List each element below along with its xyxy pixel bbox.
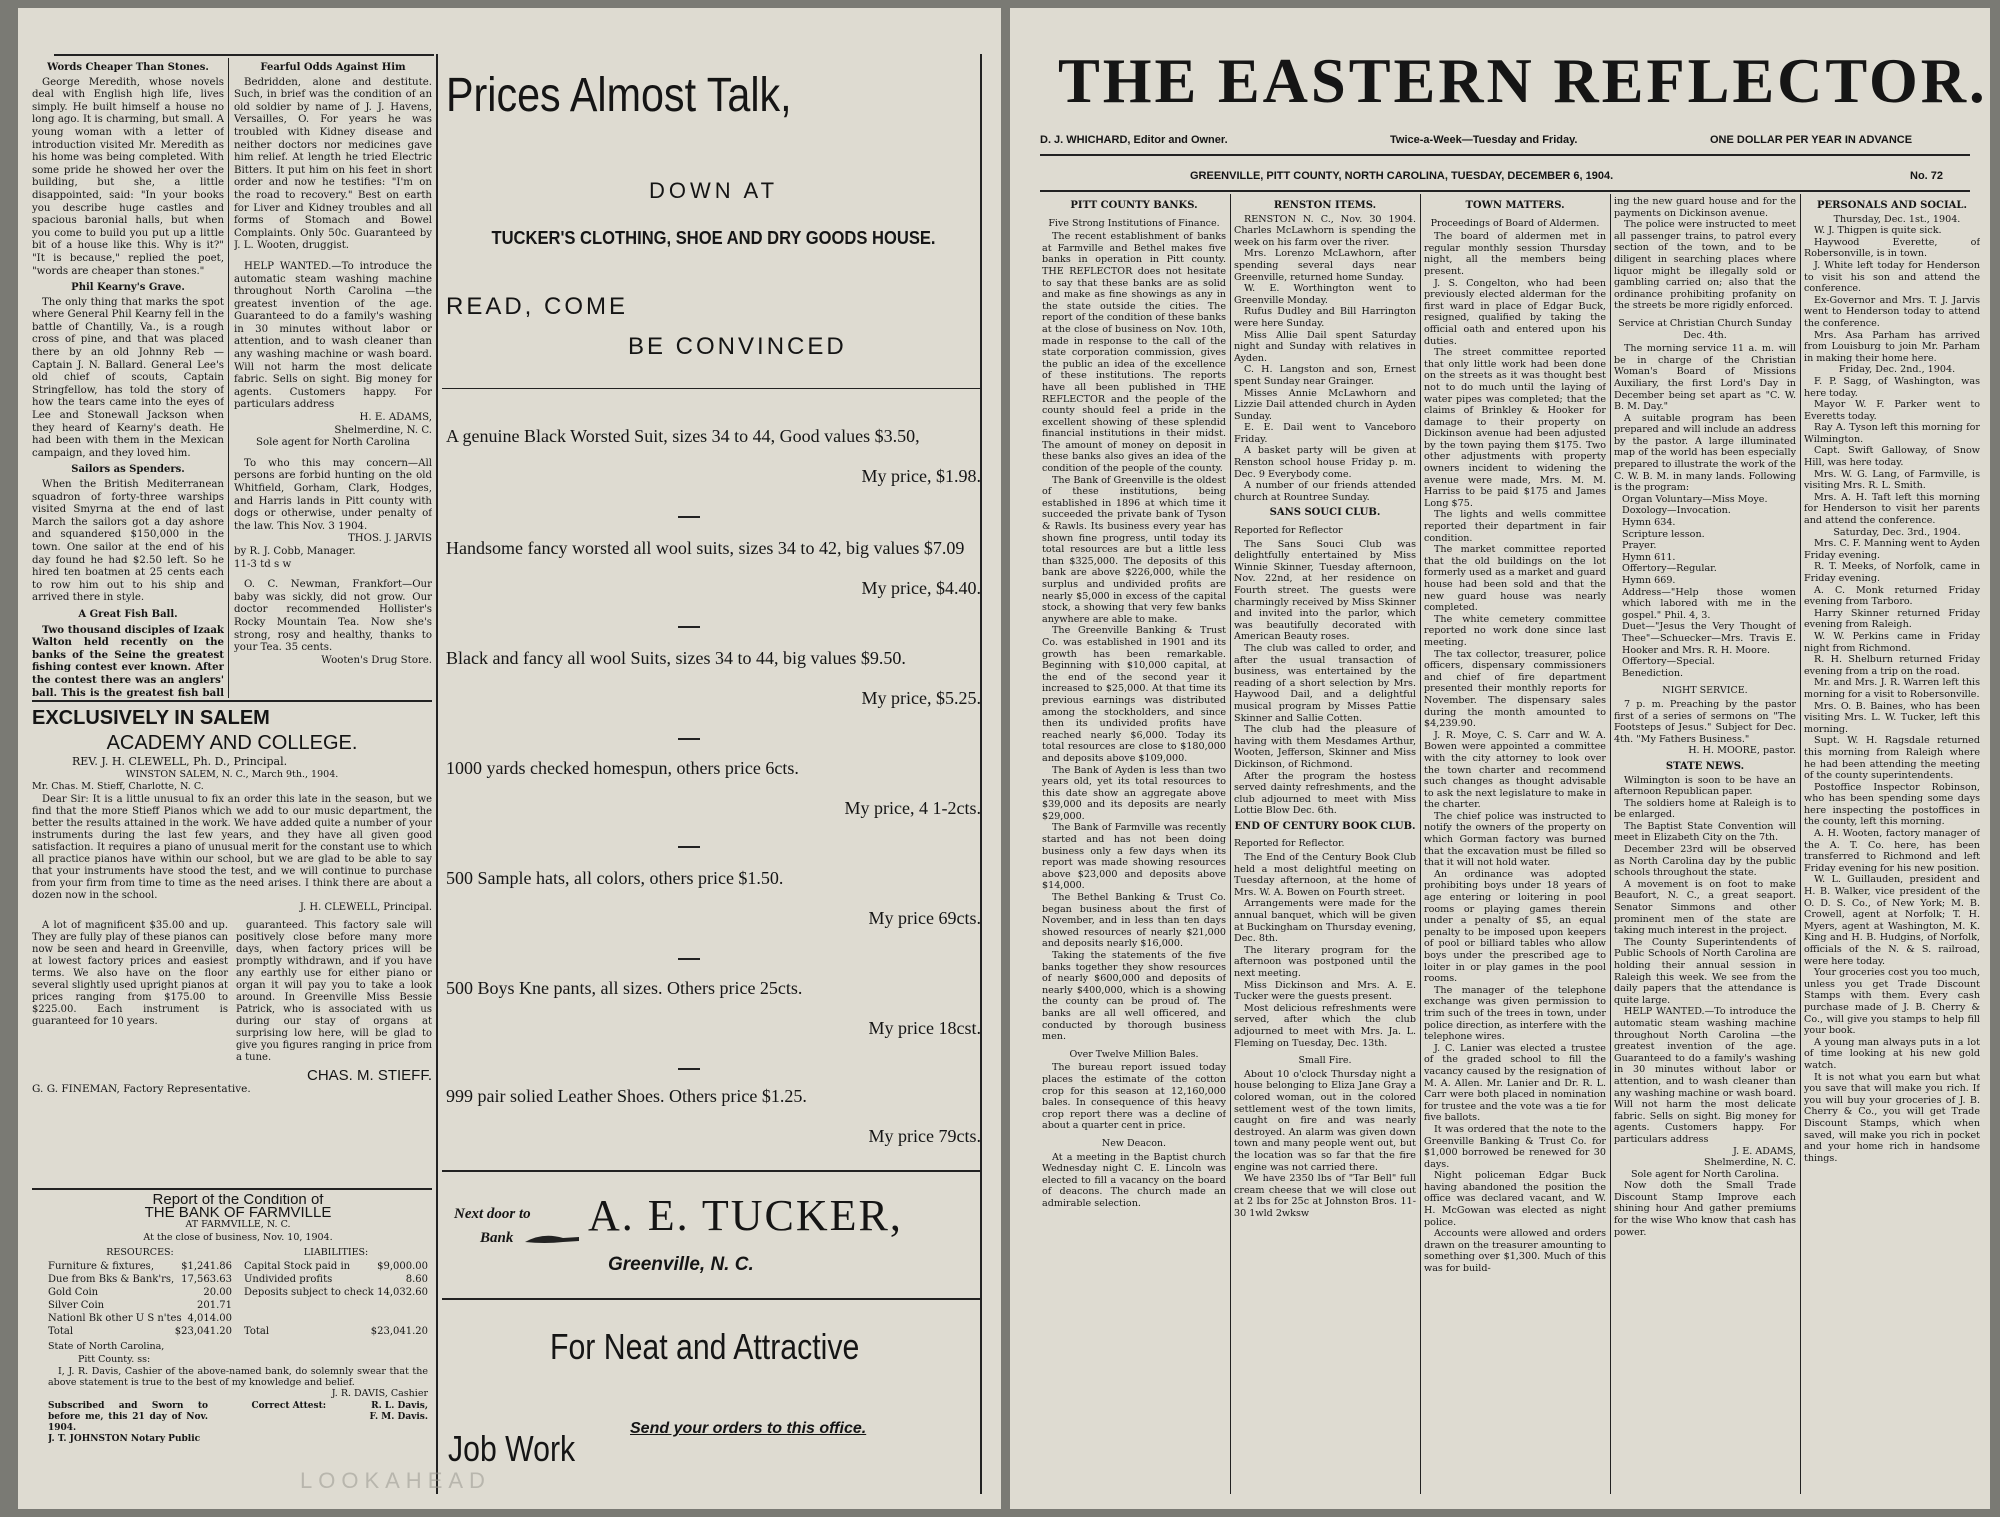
column-rule xyxy=(436,54,438,1494)
personal-item: A. H. Wooten, factory manager of the A. T. Co. here, has been transferred to Richmond and left Friday evening for his new position. xyxy=(1804,828,1980,874)
tucker-read-come: READ, COME xyxy=(446,293,629,320)
personal-item: Mr. and Mrs. J. R. Warren left this morning for a visit to Robersonville. xyxy=(1804,677,1980,700)
story-body: W. E. Worthington went to Greenville Monday. xyxy=(1234,283,1416,306)
right-column-5 xyxy=(1804,196,1980,1496)
story-body: Two thousand disciples of Izaak Walton held recently on the banks of the Seine the greatest fishing contest ever known. After the contest there was an anglers' ball. This is the greatest fish ball xyxy=(32,623,224,698)
story-body: Miss Allie Dail spent Saturday night and Sunday with relatives in Ayden. xyxy=(1234,329,1416,364)
story-body: Wilmington is soon to be have an afternoon Republican paper. xyxy=(1614,774,1796,798)
story-body: Night policeman Edgar Buck having abandoned the position the office was declared vacant, and W. H. McGowan was elected as night police. xyxy=(1424,1170,1606,1228)
table-row: Undivided profits 8.60 xyxy=(244,1273,428,1285)
total-row: Total $23,041.20 xyxy=(48,1325,232,1337)
item-desc: A genuine Black Worsted Suit, sizes 34 to 44, Good values $3.50, xyxy=(446,426,920,446)
item-price: My price, 4 1-2cts. xyxy=(844,798,981,818)
story-body: The County Superintendents of Public Schools of North Carolina are holding their annual session in Raleigh this week. We see from the daily papers that the attendance is quite large. xyxy=(1614,936,1796,1006)
ad-rule xyxy=(442,388,980,389)
item-desc: 1000 yards checked homespun, others price 6cts. xyxy=(446,758,799,778)
tucker-be-convinced: BE CONVINCED xyxy=(628,333,847,360)
story-body: The soldiers home at Raleigh is to be enlarged. xyxy=(1614,797,1796,821)
story-body: Now doth the Small Trade Discount Stamp Improve each shining hour And gather premiums for the wise Who know that cash has power. xyxy=(1614,1180,1796,1238)
salutation: Mr. Chas. M. Stieff, Charlotte, N. C. xyxy=(32,781,204,793)
story-heading: Sailors as Spenders. xyxy=(71,464,185,476)
list-item: Organ Voluntary—Miss Moye. xyxy=(1622,493,1768,505)
story-body: Most delicious refreshments were served, after which the club adjourned to meet with Mrs. Ja. L. Fleming on Tuesday, Dec. 13th. xyxy=(1234,1002,1416,1049)
item-desc: 500 Sample hats, all colors, others price $1.50. xyxy=(446,868,784,888)
masthead-schedule: Twice-a-Week—Tuesday and Friday. xyxy=(1390,134,1578,146)
table-row: Silver Coin 201.71 xyxy=(48,1299,232,1311)
story-body: The tax collector, treasurer, police officers, dispensary commissioners and chief of fire department presented their monthly reports for November. The dispensary sales during the month amounted to $4,239.90. xyxy=(1424,648,1606,730)
story-body: It was ordered that the note to the Greenville Banking & Trust Co. for $1,000 borrowed be renewed for 30 days. xyxy=(1424,1123,1606,1170)
story-heading: PERSONALS AND SOCIAL. xyxy=(1817,200,1967,211)
story-body: The morning service 11 a. m. will be in charge of the Christian Woman's Board of Missions Auxiliary, the first Lord's Day in December being set apart as "C. W. B. M. Day." xyxy=(1614,343,1796,413)
personal-item: Haywood Everette, of Robersonville, is in town. xyxy=(1804,236,1980,260)
left-column-1 xyxy=(32,58,224,698)
personal-item: Capt. Swift Galloway, of Snow Hill, was here today. xyxy=(1804,445,1980,469)
story-body: The Bank of Ayden is less than two years old, yet its total resources to this date show an aggregate above $39,000 and its deposits are nearly $29,000. xyxy=(1042,764,1226,822)
list-item: Hymn 634. xyxy=(1622,517,1676,529)
resources-heading: RESOURCES: xyxy=(106,1247,174,1259)
table-row: Gold Coin 20.00 xyxy=(48,1286,232,1298)
personal-item: Harry Skinner returned Friday evening from Raleigh. xyxy=(1804,607,1980,631)
date-heading: Saturday, Dec. 3rd., 1904. xyxy=(1833,526,1961,538)
story-heading: Service at Christian Church Sunday Dec. 4th. xyxy=(1618,317,1792,341)
bank-label: Bank xyxy=(480,1230,514,1246)
story-body: The Bank of Greenville is the oldest of these institutions, being established in 1896 at which time it succeeded the private bank of Tyson & Rawls. Its business every year has shown fine progress, until today its total resources are but a little less than $325,000. The deposits of this bank are above $226,000, while the surplus and undivided profits are nearly $5,000 in excess of the capital stock, a showing that very few banks anywhere are able to make. xyxy=(1042,474,1226,625)
signature: THOS. J. JARVIS xyxy=(347,533,432,545)
item-price: My price 18cst. xyxy=(868,1018,981,1038)
story-heading: TOWN MATTERS. xyxy=(1465,200,1565,211)
story-heading: NIGHT SERVICE. xyxy=(1662,685,1748,697)
story-body: The Sans Souci Club was delightfully entertained by Miss Winnie Skinner, Tuesday afternoon, Nov. 22nd, at her residence on Fourth street. The guests were charmingly received by Miss Skinner and invited into the parlor, which was beautifully decorated with American Beauty roses. xyxy=(1234,538,1416,643)
personal-item: Ex-Governor and Mrs. T. J. Jarvis went to Henderson today to attend the conference. xyxy=(1804,294,1980,329)
story-subheading: Reported for Reflector. xyxy=(1234,838,1345,850)
bank-title: Report of the Condition of xyxy=(152,1194,324,1208)
section-rule xyxy=(32,1188,432,1190)
item-price: My price, $5.25. xyxy=(861,688,981,708)
personal-item: It is not what you earn but what you save that will make you rich. If you will buy your groceries of J. B. Cherry & Co., you will get Trade Discount Stamps, which when saved, will make you rich in pocket and your home rich in handsome things. xyxy=(1804,1071,1980,1164)
bank-place: AT FARMVILLE, N. C. xyxy=(185,1219,291,1231)
right-column-2 xyxy=(1234,196,1416,1496)
story-heading: Phil Kearny's Grave. xyxy=(71,282,185,294)
story-body: The market committee reported that the old buildings on the lot formerly used as a market and guard house had been sold and that the new guard house was nearly completed. xyxy=(1424,544,1606,614)
next-door-label: Next door to xyxy=(454,1206,531,1222)
item-price: My price 69cts. xyxy=(868,908,981,928)
masthead-editor: D. J. WHICHARD, Editor and Owner. xyxy=(1040,134,1228,146)
story-heading: Over Twelve Million Bales. xyxy=(1069,1048,1199,1060)
story-body: The club was called to order, and after the usual transaction of business, was entertained by the reading of a short selection by Mrs. Haywood Dail, and a delightful musical program by Misses Pattie Skinner and Sallie Cotten. xyxy=(1234,642,1416,724)
list-item: Benediction. xyxy=(1622,667,1684,679)
personal-item: J. White left today for Henderson to visit his son and attend the conference. xyxy=(1804,259,1980,295)
signature: H. H. MOORE, pastor. xyxy=(1688,745,1796,757)
column-rule xyxy=(1610,194,1611,1494)
oath-body: I, J. R. Davis, Cashier of the above-named bank, do solemnly swear that the above statement is true to the best of my knowledge and belief. xyxy=(48,1366,428,1389)
divider-dash xyxy=(678,958,700,960)
signature: J. H. CLEWELL, Principal. xyxy=(299,901,432,913)
notice-body: O. C. Newman, Frankfort—Our baby was sickly, did not grow. Our doctor recommended Hollister's Rocky Mountain Tea. Now she's strong, rosy and healthy, thanks to your Tea. 35 cents. xyxy=(234,579,432,654)
item-desc: 999 pair solied Leather Shoes. Others price $1.25. xyxy=(446,1086,807,1106)
story-heading: Small Fire. xyxy=(1298,1055,1352,1067)
story-body: The only thing that marks the spot where General Phil Kearny fell in the battle of Chantilly, Va., is a rough cross of pine, and that was placed there by an old Johnny Reb —Captain J. N. Ballard. General Lee's old chief of scouts, Captain Stringfellow, has told the story of how the tears came into the eyes of Lee and Stonewall Jackson when they heard of Kearny's death. He had been with them in the Mexican campaign, and they loved him. xyxy=(32,296,224,459)
personal-item: Ray A. Tyson left this morning for Wilmington. xyxy=(1804,422,1980,445)
story-body: The bureau report issued today places the estimate of the cotton crop for this season at 12,160,000 bales. In consequence of this heavy crop report there was a decline of about a quarter cent in price. xyxy=(1042,1062,1226,1132)
story-body: The white cemetery committee reported no work done since last meeting. xyxy=(1424,613,1606,648)
divider-dash xyxy=(678,1068,700,1070)
date-heading: Thursday, Dec. 1st., 1904. xyxy=(1833,213,1961,225)
signature: 11-3 td s w xyxy=(234,558,292,570)
notice-body: To who this may concern—All persons are forbid hunting on the old Whitfield, Gorham, Clark, Hodges, and Harris lands in Pitt county with dogs or otherwise, under penalty of the law. This Nov. 3 1904. xyxy=(234,457,432,532)
personal-item: Mrs. O. B. Baines, who has been visiting Mrs. L. W. Tucker, left this morning. xyxy=(1804,700,1980,735)
story-body: The lights and wells committee reported their department in fair condition. xyxy=(1424,509,1606,544)
attest-label: Correct Attest: xyxy=(251,1400,327,1411)
story-body: RENSTON N. C., Nov. 30 1904. Charles McLawhorn is spending the week on his farm over the river. xyxy=(1234,213,1416,248)
help-wanted-ad: HELP WANTED.—To introduce the automatic steam washing machine throughout North Carolina —the greatest invention of the age. Guaranteed to do a family's washing in 30 minutes without labor or attention, and to wash cleaner than any washing machine or wash board. Will not harm the most delicate fabric. Sells on sight. Big money for agents. Customers happy. For particulars address xyxy=(1614,1006,1796,1145)
divider-dash xyxy=(678,516,700,518)
story-body: Taking the statements of the five banks together they show resources of nearly $600,000 and deposits of nearly $400,000, which is a showing the county can be proud of. The banks are all well officered, and conducted by thorough business men. xyxy=(1042,950,1226,1043)
signature: Shelmerdine, N. C. xyxy=(1704,1157,1796,1169)
tucker-down-at: DOWN AT xyxy=(648,178,779,203)
right-column-4 xyxy=(1614,196,1796,1496)
signature: J. E. ADAMS, xyxy=(1733,1145,1796,1157)
story-body: The Bethel Banking & Trust Co. began business about the first of November, and in less than ten days showed resources of nearly $21,000 and deposits nearly $16,000. xyxy=(1042,892,1226,950)
signature: by R. J. Cobb, Manager. xyxy=(234,545,356,557)
item-desc: Black and fancy all wool Suits, sizes 34 to 44, big values $9.50. xyxy=(446,648,906,668)
table-row: Capital Stock paid in $9,000.00 xyxy=(244,1260,428,1272)
story-body: A suitable program has been prepared and will include an address by the pastor. A large illuminated map of the world has been especially prepared to illustrate the work of the C. W. B. M. in many lands. Following is the program: xyxy=(1614,412,1796,494)
personal-item: Mayor W. F. Parker went to Everetts today. xyxy=(1804,399,1980,422)
total-row: Total $23,041.20 xyxy=(244,1325,428,1337)
personal-item: F. P. Sagg, of Washington, was here today. xyxy=(1804,375,1980,399)
story-heading: New Deacon. xyxy=(1101,1137,1167,1149)
story-body: The Greenville Banking & Trust Co. was established in 1901 and its growth has been remarkable. Beginning with $10,000 capital, at the end of the second year it increased to $25,000. At that time its previous earnings was distributed among the stockholders, and since then its undivided profits have reached nearly $6,000. Today its total resources are close to $180,000 and deposits above $109,000. xyxy=(1042,625,1226,764)
item-price: My price, $1.98. xyxy=(861,466,981,486)
personal-item: Mrs. Asa Parham has arrived from Louisburg to join Mr. Parham in making their home here. xyxy=(1804,329,1980,364)
masthead-dateline: GREENVILLE, PITT COUNTY, NORTH CAROLINA, TUESDAY, DECEMBER 6, 1904. xyxy=(1190,170,1614,182)
list-item: Prayer. xyxy=(1622,540,1657,552)
divider-dash xyxy=(678,738,700,740)
hand-pointer-icon xyxy=(523,1228,583,1250)
story-body: A movement is on foot to make Beaufort, N. C., a great seaport. Senator Simmons and other prominent men of the state are taking much interest in the project. xyxy=(1614,878,1796,937)
tucker-store-name: TUCKER'S CLOTHING, SHOE AND DRY GOODS HOUSE. xyxy=(491,228,936,248)
story-heading: Words Cheaper Than Stones. xyxy=(47,62,209,73)
column-rule xyxy=(1230,194,1231,1494)
story-body: The club had the pleasure of having with them Mesdames Arthur, Wooten, Jefferson, Skinner and Miss Dickinson, of Richmond. xyxy=(1234,724,1416,770)
story-body: About 10 o'clock Thursday night a house belonging to Eliza Jane Gray a colored woman, out in the colored settlement west of the town limits, caught on fire and was nearly destroyed. An alarm was given down town and many people went out, but the location was so far that the fire engine was not carried there. xyxy=(1234,1068,1416,1173)
signature: Wooten's Drug Store. xyxy=(321,654,432,666)
list-item: Scripture lesson. xyxy=(1622,528,1705,540)
ad-body: A lot of magnificent $35.00 and up. They are fully play of these pianos can now be seen and heard in Greenville, at lowest factory prices and easiest terms. We also have on the floor several slightly used upright pianos at prices ranging from $175.00 to $225.00. Each instrument is guaranteed for 10 years. xyxy=(32,920,228,1028)
masthead-rule xyxy=(1040,190,1970,192)
personal-item: W. L. Guillauden, president and H. B. Walker, vice president of the O. D. S. Co., of New York; M. B. Crowell, agent at Norfolk; T. H. Myers, agent at Washington, M. K. King and H. B. Hudgins, of Norfolk, officials of the N. & S. railroad, were here today. xyxy=(1804,874,1980,967)
story-heading: RENSTON ITEMS. xyxy=(1273,200,1377,211)
bank-report xyxy=(48,1194,428,1504)
jobwork-line1: For Neat and Attractive xyxy=(550,1326,860,1367)
ad-rule xyxy=(442,1298,980,1300)
ad-headline: EXCLUSIVELY IN SALEM xyxy=(32,707,270,729)
list-item: Address—"Help those women which labored with me in the gospel." Phil. 4, 3. xyxy=(1622,586,1796,621)
signature: J. R. DAVIS, Cashier xyxy=(331,1388,428,1400)
story-body: J. C. Lanier was elected a trustee of the graded school to fill the vacancy caused by the resignation of M. A. Allen. Mr. Lanier and Dr. R. L. Carr were both placed in nomination for trustee and the vote was a tie for five ballots. xyxy=(1424,1042,1606,1124)
story-body: The recent establishment of banks at Farmville and Bethel makes five banks in operation in Pitt county. THE REFLECTOR does not hesitate to say that these banks are as solid and make as fine showings as any in the state outside the cities. The report of the condition of these banks at the close of business on Nov. 10th, made in response to the call of the state corporation commission, gives the public an idea of the excellence of these institutions. The reports have all been published in THE REFLECTOR and the people of the county should feel a pride in the excellent showing of these splendid financial institutions in their midst. The amount of money on deposit in these banks also gives an idea of the condition of the people of the county. xyxy=(1042,231,1226,475)
story-subheading: Reported for Reflector xyxy=(1234,525,1343,537)
liabilities-heading: LIABILITIES: xyxy=(303,1247,369,1259)
story-body: A basket party will be given at Renston school house Friday p. m. Dec. 9 Everybody come. xyxy=(1234,445,1416,480)
column-rule xyxy=(228,58,229,698)
story-body: After the program the hostess served dainty refreshments, and the club adjourned to meet with Miss Lottie Blow Dec. 6th. xyxy=(1234,770,1416,817)
help-wanted-ad: HELP WANTED.—To introduce the automatic steam washing machine throughout North Carolina —the greatest invention of the age. Guaranteed to do a family's washing in 30 minutes without labor or attention, and to wash cleaner than any washing machine or wash board. Will not harm the most delicate fabric. Sells on sight. Big money for agents. Customers happy. For particulars address xyxy=(234,260,432,411)
date-heading: Friday, Dec. 2nd., 1904. xyxy=(1838,364,1956,376)
ad-rule xyxy=(442,1170,980,1172)
tucker-name: A. E. TUCKER, xyxy=(588,1191,903,1240)
story-body: Arrangements were made for the annual banquet, which will be given at Buckingham on Thursday evening, Dec. 8th. xyxy=(1234,898,1416,945)
personal-item: A. C. Monk returned Friday evening from Tarboro. xyxy=(1804,584,1980,608)
right-column-1 xyxy=(1042,196,1226,1496)
masthead-rule xyxy=(1040,154,1970,156)
personal-item: Mrs. W. G. Lang, of Farmville, is visiting Mrs. R. L. Smith. xyxy=(1804,468,1980,492)
personal-item: Postoffice Inspector Robinson, who has been spending some days here inspecting the postoffices in the county, left this morning. xyxy=(1804,781,1980,828)
masthead-title: THE EASTERN REFLECTOR. xyxy=(1058,45,1988,116)
story-body: ing the new guard house and for the payments on Dickinson avenue. xyxy=(1614,196,1796,219)
top-rule xyxy=(54,54,434,56)
attest-names: R. L. Davis, F. M. Davis. xyxy=(369,1400,428,1422)
story-subheading: Five Strong Institutions of Finance. xyxy=(1048,217,1220,229)
story-body: E. E. Dail went to Vanceboro Friday. xyxy=(1234,422,1416,445)
personal-item: W. J. Thigpen is quite sick. xyxy=(1814,225,1942,237)
story-body: The street committee reported that only little work had been done on the streets as it was thought best not to do much until the laying of water pipes was completed; that the claims of Brinkley & Hooker for damage to their property on Dickinson avenue had been adjusted by the town paying them $175. Two other adjustments with property owners incident to widening the avenue were made, Mrs. M. M. Harriss to be paid $175 and James Long $75. xyxy=(1424,347,1606,509)
stieff-piano-ad xyxy=(32,706,432,1184)
divider-dash xyxy=(678,846,700,848)
table-row: Due from Bks & Bank'rs, 17,563.63 xyxy=(48,1273,232,1285)
story-body: An ordinance was adopted prohibiting boys under 18 years of age entering or loitering in pool rooms or playing games therein under a penalty of $5, an equal penalty to be imposed upon keepers of pool or billiard tables who allow boys under the prescribed age to loiter in or play games in the pool rooms. xyxy=(1424,868,1606,985)
story-body: At a meeting in the Baptist church Wednesday night C. E. Lincoln was elected to fill a vacancy on the board of deacons. The church made an admirable selection. xyxy=(1042,1151,1226,1209)
jobwork-line3: Send your orders to this office. xyxy=(630,1420,867,1437)
story-body: When the British Mediterranean squadron of forty-three warships visited Smyrna at the end of last March the sailors got a day ashore and squandered $150,000 in the town. One sailor at the end of his day found he had $2.50 left. So he hired ten boatmen at 25 cents each to row him out to his ship and arrived there in style. xyxy=(32,479,224,604)
personal-item: W. W. Perkins came in Friday night from Richmond. xyxy=(1804,630,1980,654)
signature: Sole agent for North Carolina xyxy=(255,437,410,449)
story-body: The manager of the telephone exchange was given permission to trim such of the trees in town, under police direction, as interfere with the telephone wires. xyxy=(1424,984,1606,1043)
right-column-3 xyxy=(1424,196,1606,1496)
story-body: The End of the Century Book Club held a most delightful meeting on Tuesday afternoon, at the home of Mrs. W. A. Bowen on Fourth street. xyxy=(1234,852,1416,898)
story-heading: PITT COUNTY BANKS. xyxy=(1070,200,1198,211)
story-body: Rufus Dudley and Bill Harrington were here Sunday. xyxy=(1234,306,1416,329)
story-body: Miss Dickinson and Mrs. A. E. Tucker were the guests present. xyxy=(1234,979,1416,1003)
column-rule xyxy=(1420,194,1421,1494)
notary-block: Subscribed and Sworn to before me, this 21 day of Nov. 1904. J. T. JOHNSTON Notary Public xyxy=(48,1400,208,1444)
item-price: My price, $4.40. xyxy=(861,578,981,598)
ad-subhead: REV. J. H. CLEWELL, Ph. D., Principal. xyxy=(72,755,288,768)
bank-date: At the close of business, Nov. 10, 1904. xyxy=(143,1231,333,1243)
issue-number: No. 72 xyxy=(1910,170,1944,182)
personal-item: Supt. W. H. Ragsdale returned this morning from Raleigh where he had been attending the meeting of the county superintendents. xyxy=(1804,735,1980,782)
story-heading: A Great Fish Ball. xyxy=(78,608,178,620)
story-body: Misses Annie McLawhorn and Lizzie Dail attended church in Ayden Sunday. xyxy=(1234,387,1416,422)
story-body: The chief police was instructed to notify the owners of the property on which Gorman factory was burned that the excavation must be filled so that it will not hold water. xyxy=(1424,810,1606,869)
story-heading: SANS SOUCI CLUB. xyxy=(1269,507,1381,519)
personal-item: Mrs. A. H. Taft left this morning for Henderson to visit her parents and attend the conference. xyxy=(1804,491,1980,527)
section-rule xyxy=(32,700,432,702)
list-item: Offertory—Regular. xyxy=(1622,563,1717,575)
story-heading: STATE NEWS. xyxy=(1665,760,1745,772)
state-line: State of North Carolina, xyxy=(48,1340,165,1352)
story-subheading: Proceedings of Board of Aldermen. xyxy=(1430,217,1600,229)
story-body: The police were instructed to meet all passenger trains, to patrol every section of the town, and to be diligent in searching places where liquor might be illegally sold or gambling carried on; also that the ordinance prohibiting profanity on the streets be more rigidly enforced. xyxy=(1614,219,1796,312)
item-desc: 500 Boys Kne pants, all sizes. Others price 25cts. xyxy=(446,978,803,998)
story-body: The Baptist State Convention will meet in Elizabeth City on the 7th. xyxy=(1614,820,1796,844)
letter-body: Dear Sir: It is a little unusual to fix an order this late in the season, but we find that the more Stieff Pianos which we add to our music department, the better the results attained in the work. We have added quite a number of your instruments during the last few years, and they have all given good satisfaction. It requires a piano of unusual merit for the constant use to which all practice pianos have within our school, but we are glad to be able to say that your instruments have stood the test, and we will continue to purchase from your firm from time to time as the need arises. I think there are about a dozen now in the school. xyxy=(32,793,432,901)
list-item: Offertory—Special. xyxy=(1622,656,1715,668)
right-page xyxy=(1010,8,1990,1509)
story-body: The literary program for the afternoon was postponed until the next meeting. xyxy=(1234,944,1416,979)
story-body: 7 p. m. Preaching by the pastor first of a series of sermons on "The Footsteps of Jesus." Subject for Dec. 4th. "My Fathers Business." xyxy=(1614,698,1796,745)
story-body: December 23rd will be observed as North Carolina day by the public schools throughout the state. xyxy=(1614,844,1796,879)
left-page xyxy=(18,8,1001,1509)
story-body: The Bank of Farmville was recently started and has not been doing business only a few days when its report was made showing resources above $23,000 and deposits above $14,000. xyxy=(1042,822,1226,892)
list-item: Doxology—Invocation. xyxy=(1622,505,1731,517)
masthead-price: ONE DOLLAR PER YEAR IN ADVANCE xyxy=(1710,134,1913,146)
left-column-2 xyxy=(234,58,432,698)
personal-item: R. T. Meeks, of Norfolk, came in Friday evening. xyxy=(1804,561,1980,584)
tucker-headline: Prices Almost Talk, xyxy=(446,69,792,122)
story-body: Mrs. Lorenzo McLawhorn, after spending several days near Greenville, returned home Sunday. xyxy=(1234,248,1416,283)
story-body: We have 2350 lbs of "Tar Bell" full cream cheese that we will close out at 2 lbs for 25c at Johnston Bros. 11-30 1wld 2wksw xyxy=(1234,1173,1416,1219)
dateline: WINSTON SALEM, N. C., March 9th., 1904. xyxy=(125,768,339,780)
story-body: C. H. Langston and son, Ernest spent Sunday near Grainger. xyxy=(1234,364,1416,387)
signature: H. E. ADAMS, xyxy=(359,412,432,424)
faded-stamp: LOOKAHEAD xyxy=(300,1468,491,1493)
tucker-city: Greenville, N. C. xyxy=(608,1254,754,1275)
personal-item: R. H. Shelburn returned Friday evening from a trip on the road. xyxy=(1804,654,1980,677)
table-row: Furniture & fixtures, $1,241.86 xyxy=(48,1260,232,1272)
signature: Sole agent for North Carolina. xyxy=(1630,1168,1780,1180)
jobwork-line2: Job Work xyxy=(448,1428,576,1469)
personal-item: Your groceries cost you too much, unless you get Trade Discount Stamps with them. Every cash purchase made of J. B. Cherry & Co., will give you stamps to help fill your book. xyxy=(1804,967,1980,1037)
story-body: J. S. Congelton, who had been previously elected alderman for the first ward in place of Edgar Buck, resigned, qualified by taking the official oath and entered upon his duties. xyxy=(1424,277,1606,347)
story-heading: END OF CENTURY BOOK CLUB. xyxy=(1234,820,1416,832)
story-body: A number of our friends attended church at Rountree Sunday. xyxy=(1234,480,1416,503)
table-row: Nationl Bk other U S n'tes 4,014.00 xyxy=(48,1312,232,1324)
ad-brand: CHAS. M. STIEFF. xyxy=(306,1067,432,1085)
county-line: Pitt County. ss: xyxy=(78,1353,151,1365)
item-price: My price 79cts. xyxy=(868,1126,981,1146)
personal-item: A young man always puts in a lot of time looking at his new gold watch. xyxy=(1804,1036,1980,1071)
program-list xyxy=(1614,494,1796,680)
item-desc: Handsome fancy worsted all wool suits, sizes 34 to 42, big values $7.09 xyxy=(446,538,965,558)
story-body: J. R. Moye, C. S. Carr and W. A. Bowen were appointed a committee with the city attorney to look over the town charter and recommend such changes as thought advisable to ask the next legislature to make in the charter. xyxy=(1424,729,1606,811)
ad-rep: G. G. FINEMAN, Factory Representative. xyxy=(32,1082,251,1095)
personal-item: Mrs. C. F. Manning went to Ayden Friday evening. xyxy=(1804,538,1980,561)
signature: Shelmerdine, N. C. xyxy=(334,424,432,436)
story-body: George Meredith, whose novels deal with English high life, lives simply. He built himself a house no long ago. It is charming, but small. A young woman with a letter of introduction visited Mr. Meredith as his home was being completed. With some pride he showed her over the building, but she, a little disappointed, said: "In your books you describe huge castles and spacious baronial halls, but when you come to build you put up a little bit of a house like this. Why is it?" "It is because," replied the poet, "words are cheaper than stones." xyxy=(32,76,224,277)
bank-title: THE BANK OF FARMVILLE xyxy=(144,1203,332,1221)
column-rule xyxy=(1800,194,1801,1494)
story-heading: Fearful Odds Against Him xyxy=(260,62,406,73)
table-row: Deposits subject to check 14,032.60 xyxy=(244,1286,428,1298)
list-item: Duet—"Jesus the Very Thought of Thee"—Schuecker—Mrs. Travis E. Hooker and Mrs. R. H. Moore. xyxy=(1622,621,1796,656)
list-item: Hymn 611. xyxy=(1622,551,1676,563)
story-body: Bedridden, alone and destitute. Such, in brief was the condition of an old soldier by name of J. J. Havens, Versailles, O. For years he was troubled with Kidney disease and neither doctors nor medicines gave him relief. At length he tried Electric Bitters. It put him on his feet in short order and now he testifies: "I'm on the road to recovery." Best on earth for Liver and Kidney troubles and all forms of Stomach and Bowel Complaints. Only 50c. Guaranteed by J. L. Wooten, druggist. xyxy=(234,76,432,252)
ad-headline: ACADEMY AND COLLEGE. xyxy=(106,732,358,754)
ad-body: guaranteed. This factory sale will positively close before many more days, when factory prices will be promptly withdrawn, and if you have any earthly use for either piano or organ it will pay you to take a look around. In Greenville Miss Bessie Patrick, who is associated with us during our stay of organs at surprising low here, will be glad to give you figures ranging in price from a tune. xyxy=(236,920,432,1064)
list-item: Hymn 669. xyxy=(1622,575,1676,586)
story-body: Accounts were allowed and orders drawn on the treasurer amounting to something over $1,300. Much of this was for build- xyxy=(1424,1228,1606,1275)
story-body: The board of aldermen met in regular monthly session Thursday night, all the members being present. xyxy=(1424,231,1606,277)
divider-dash xyxy=(678,626,700,628)
